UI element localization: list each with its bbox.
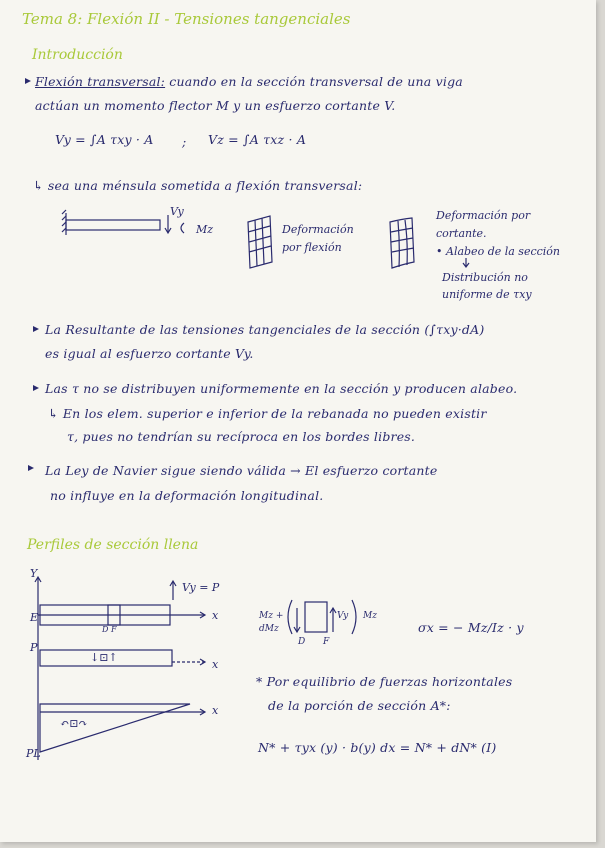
navier-line-2: no influye en la deformación longitudinal. bbox=[50, 488, 324, 503]
df-label: D F bbox=[102, 625, 117, 634]
deformacion-cortante-2: cortante. bbox=[436, 227, 487, 240]
vy-slice-label: Vy bbox=[337, 611, 349, 621]
distribucion-1: Distribución no bbox=[442, 271, 528, 284]
deformacion-flexion-2: por flexión bbox=[282, 241, 342, 254]
vyp-label: Vy = P bbox=[182, 581, 220, 594]
flexion-text-1: cuando en la sección transversal de una viga bbox=[169, 74, 463, 89]
x-label-2: x bbox=[212, 658, 219, 671]
section-heading-perfiles: Perfiles de sección llena bbox=[27, 537, 199, 553]
navier-line-1: La Ley de Navier sigue siendo válida → El esfuerzo cortante bbox=[45, 463, 438, 478]
sigma-formula: σx = − Mz/Iz · y bbox=[418, 620, 524, 635]
slice-element bbox=[305, 602, 327, 632]
flexion-line-2: actúan un momento flector M y un esfuerzo cortante V. bbox=[35, 98, 396, 113]
mensula-line: ↳ sea una ménsula sometida a flexión transversal: bbox=[33, 178, 363, 193]
deformacion-flexion-1: Deformación bbox=[282, 223, 354, 236]
moment-box-label: ↶⊡↷ bbox=[60, 717, 88, 730]
pl-label: PL bbox=[26, 747, 41, 760]
d-label: D bbox=[298, 637, 306, 647]
x-label-1: x bbox=[212, 609, 219, 622]
f-label: F bbox=[323, 637, 330, 647]
formula-vz: Vz = ∫A τxz · A bbox=[208, 132, 307, 147]
formula-separator: ; bbox=[182, 134, 187, 149]
x-label-3: x bbox=[212, 704, 219, 717]
page-title: Tema 8: Flexión II - Tensiones tangenciales bbox=[22, 10, 351, 28]
flexion-term: Flexión transversal: bbox=[35, 74, 166, 89]
equilibrium-text-1: Por equilibrio de fuerzas horizontales bbox=[266, 674, 513, 689]
mz-dmz-label-1: Mz + bbox=[259, 611, 284, 621]
equilibrium-line-1: * Por equilibrio de fuerzas horizontales bbox=[256, 674, 513, 689]
resultante-line-1: La Resultante de las tensiones tangenciales de la sección (∫τxy·dA) bbox=[45, 322, 485, 337]
section-heading-intro: Introducción bbox=[32, 47, 123, 63]
mz-slice-label: Mz bbox=[363, 611, 377, 621]
e-label: E bbox=[30, 611, 39, 624]
distribucion-line-2: ↳ En los elem. superior e inferior de la rebanada no pueden existir bbox=[48, 406, 487, 421]
mz-dmz-label-2: dMz bbox=[259, 624, 279, 634]
alabeo-label: Alabeo de la sección bbox=[446, 245, 561, 258]
deformacion-cortante-1: Deformación por bbox=[436, 209, 531, 222]
resultante-line-2: es igual al esfuerzo cortante Vy. bbox=[45, 346, 254, 361]
y-axis-label: Y bbox=[30, 567, 38, 580]
distribucion-line-1: Las τ no se distribuyen uniformemente en la sección y producen alabeo. bbox=[45, 381, 518, 396]
mz-label: Mz bbox=[196, 223, 214, 236]
shear-box-label: ↓⊡↑ bbox=[90, 651, 118, 664]
equilibrium-line-2: de la porción de sección A*: bbox=[268, 698, 451, 713]
vy-label: Vy bbox=[170, 205, 184, 218]
alabeo-text: • Alabeo de la sección bbox=[436, 245, 561, 258]
equilibrium-equation: N* + τyx (y) · b(y) dx = N* + dN* (I) bbox=[258, 740, 497, 755]
distribucion-2: uniforme de τxy bbox=[442, 288, 532, 301]
p-label: P bbox=[30, 641, 38, 654]
formula-vy: Vy = ∫A τxy · A bbox=[55, 132, 154, 147]
distribucion-line-3: τ, pues no tendrían su recíproca en los bordes libres. bbox=[67, 429, 416, 444]
